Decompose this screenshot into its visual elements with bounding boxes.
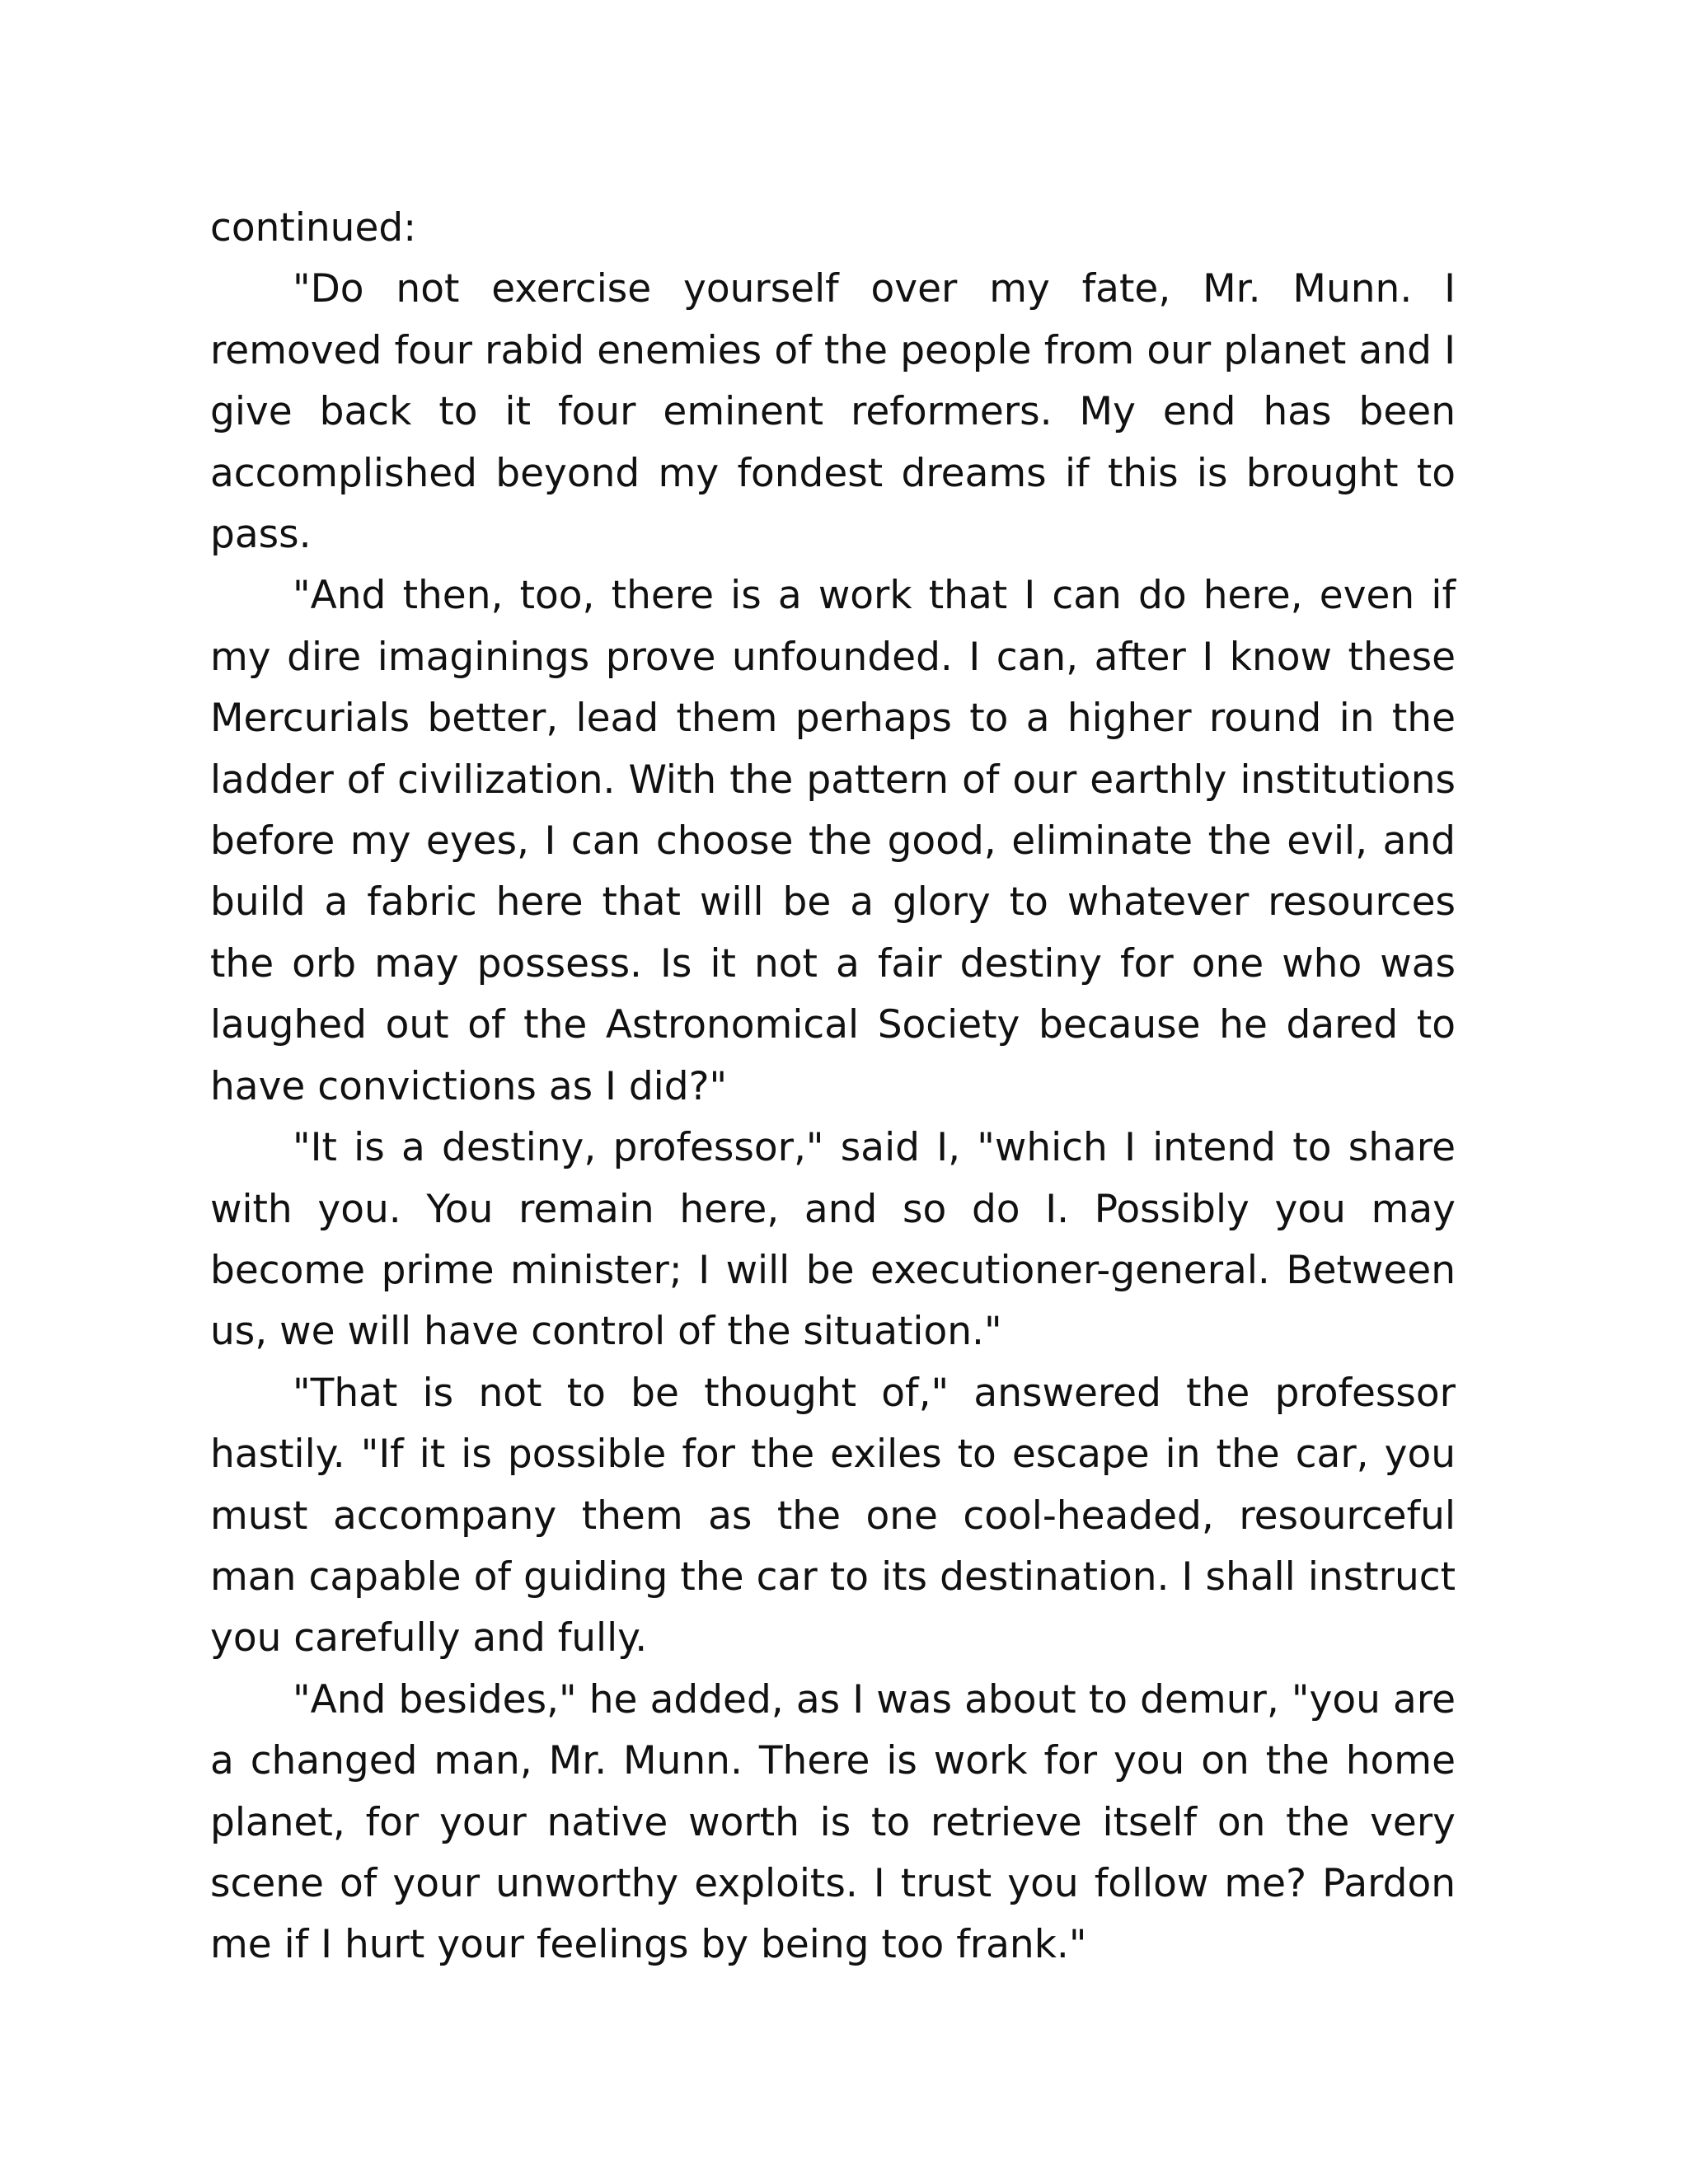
paragraph-5: "And besides," he added, as I was about to demur, "you are a changed man, Mr. Munn. There is work for you on the home planet, for your native worth is to retrieve itself on the very scene of your unworthy exploits. I trust you follow me? Pardon me if I hurt your feelings by being too frank." bbox=[210, 1676, 1456, 1968]
paragraph-3: "It is a destiny, professor," said I, "which I intend to share with you. You remain here, and so do I. Possibly you may become prime minister; I will be executioner-general. Between us, we will have control of the situation." bbox=[210, 1125, 1456, 1355]
document-page bbox=[210, 198, 1456, 1976]
paragraph-4: "That is not to be thought of," answered the professor hastily. "If it is possible for the exiles to escape in the car, you must accompany them as the one cool-headed, resourceful man capable of guiding the car to its destination. I shall instruct you carefully and fully. bbox=[210, 1370, 1456, 1661]
continued-label: continued: bbox=[210, 205, 417, 251]
paragraph-2: "And then, too, there is a work that I can do here, even if my dire imaginings prove unfounded. I can, after I know these Mercurials better, lead them perhaps to a higher round in the ladder of civilization. With the pattern of our earthly institutions before my eyes, I can choose the good, eliminate the evil, and build a fabric here that will be a glory to whatever resources the orb may possess. Is it not a fair destiny for one who was laughed out of the Astronomical Society because he dared to have convictions as I did?" bbox=[210, 573, 1456, 1109]
paragraph-1: "Do not exercise yourself over my fate, Mr. Munn. I removed four rabid enemies of the people from our planet and I give back to it four eminent reformers. My end has been accomplished beyond my fondest dreams if this is brought to pass. bbox=[210, 266, 1456, 558]
